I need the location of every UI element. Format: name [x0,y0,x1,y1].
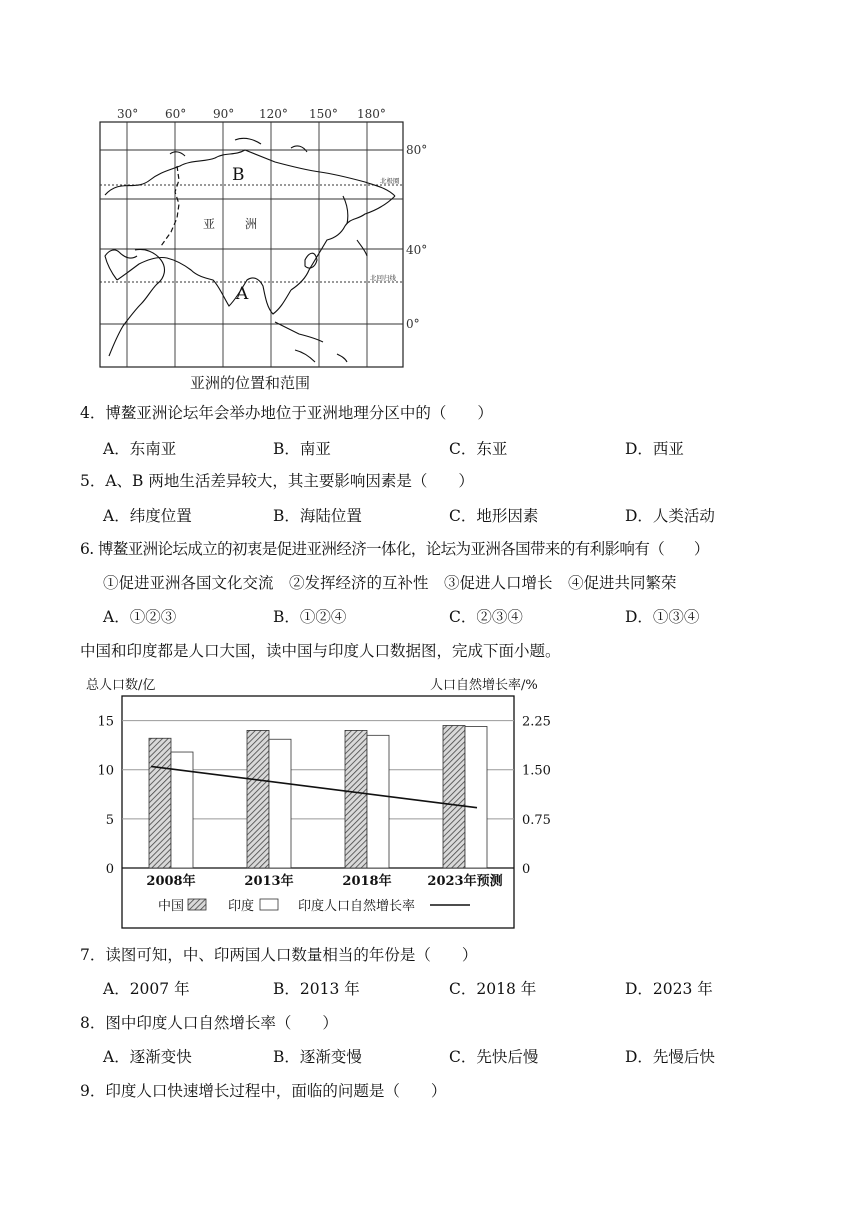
asia-map-figure [95,100,440,372]
lon-label-180: 180° [357,107,386,121]
bar-china [345,730,367,868]
q4-option-c[interactable]: C．东亚 [449,440,508,458]
left-tick-label: 10 [97,763,114,779]
lon-label-150: 150° [309,107,338,121]
lat-label-80: 80° [406,143,428,157]
q5-option-d[interactable]: D．人类活动 [625,507,715,525]
right-tick-label: 1.50 [522,763,551,779]
q6-option-c[interactable]: C．②③④ [449,608,523,626]
left-tick-label: 5 [105,812,114,828]
lon-label-90: 90° [213,107,235,121]
q5-option-a[interactable]: A．纬度位置 [103,507,192,525]
q8-option-c[interactable]: C．先快后慢 [449,1048,539,1066]
question-6-statements: ①促进亚洲各国文化交流 ②发挥经济的互补性 ③促进人口增长 ④促进共同繁荣 [103,574,677,592]
legend-label-india: 印度 [228,899,255,914]
bar-india [367,735,389,868]
x-tick-label: 2023年预测 [427,874,503,889]
india-growth-rate-line [151,766,477,807]
legend-swatch-china [188,899,206,910]
right-tick-label: 0.75 [522,812,551,828]
legend-label-china: 中国 [158,899,185,914]
question-8-stem: 8．图中印度人口自然增长率（ ） [80,1014,338,1032]
point-b-label: B [232,165,245,185]
legend-swatch-india [260,899,278,910]
arctic-circle-label: 北极圈 [380,177,400,185]
asia-label-zhou: 洲 [245,217,258,231]
lat-label-0: 0° [406,317,420,331]
q7-option-c[interactable]: C．2018 年 [449,980,537,998]
q4-option-a[interactable]: A．东南亚 [103,440,177,458]
q7-option-b[interactable]: B．2013 年 [273,980,360,998]
q5-option-b[interactable]: B．海陆位置 [273,507,362,525]
question-7-stem: 7．读图可知，中、印两国人口数量相当的年份是（ ） [80,946,478,964]
bar-india [269,739,291,868]
q4-option-b[interactable]: B．南亚 [273,440,331,458]
left-tick-label: 0 [105,862,114,877]
lon-label-60: 60° [165,107,187,121]
q4-option-d[interactable]: D．西亚 [625,440,684,458]
tropic-cancer-label: 北回归线 [370,274,396,282]
population-chart-svg [70,672,570,934]
x-tick-label: 2013年 [244,874,294,889]
intro-text: 中国和印度都是人口大国，读中国与印度人口数据图，完成下面小题。 [80,642,561,660]
q6-option-b[interactable]: B．①②④ [273,608,347,626]
bar-china [443,725,465,868]
q8-option-d[interactable]: D．先慢后快 [625,1048,715,1066]
y-axis-right-title: 人口自然增长率/% [430,678,538,693]
question-5-stem: 5．A、B 两地生活差异较大，其主要影响因素是（ ） [80,472,474,490]
q5-option-c[interactable]: C．地形因素 [449,507,539,525]
q8-option-b[interactable]: B．逐渐变慢 [273,1048,362,1066]
point-a-label: A [236,284,249,304]
lat-label-40: 40° [406,243,428,257]
right-tick-label: 2.25 [522,714,551,730]
bar-china [149,738,171,868]
y-axis-left-title: 总人口数/亿 [86,678,156,693]
question-6-stem: 6. 博鳌亚洲论坛成立的初衷是促进亚洲经济一体化，论坛为亚洲各国带来的有利影响有（ ） [80,540,709,558]
x-tick-label: 2018年 [342,874,392,889]
left-tick-label: 15 [97,714,114,730]
question-9-stem: 9．印度人口快速增长过程中，面临的问题是（ ） [80,1082,447,1100]
map-caption: 亚洲的位置和范围 [190,374,311,392]
legend-label-growth-rate: 印度人口自然增长率 [298,899,416,914]
right-tick-label: 0 [522,862,531,877]
asia-map [95,100,440,372]
q6-option-d[interactable]: D．①③④ [625,608,700,626]
x-tick-label: 2008年 [146,874,196,889]
lon-label-30: 30° [117,107,139,121]
asia-label-ya: 亚 [203,217,216,231]
q6-option-a[interactable]: A．①②③ [103,608,177,626]
q7-option-d[interactable]: D．2023 年 [625,980,713,998]
q8-option-a[interactable]: A．逐渐变快 [103,1048,192,1066]
q7-option-a[interactable]: A．2007 年 [103,980,190,998]
question-4-stem: 4．博鳌亚洲论坛年会举办地位于亚洲地理分区中的（ ） [80,404,493,422]
lon-label-120: 120° [259,107,288,121]
population-chart [70,672,570,934]
bar-india [465,726,487,868]
bar-china [247,730,269,868]
